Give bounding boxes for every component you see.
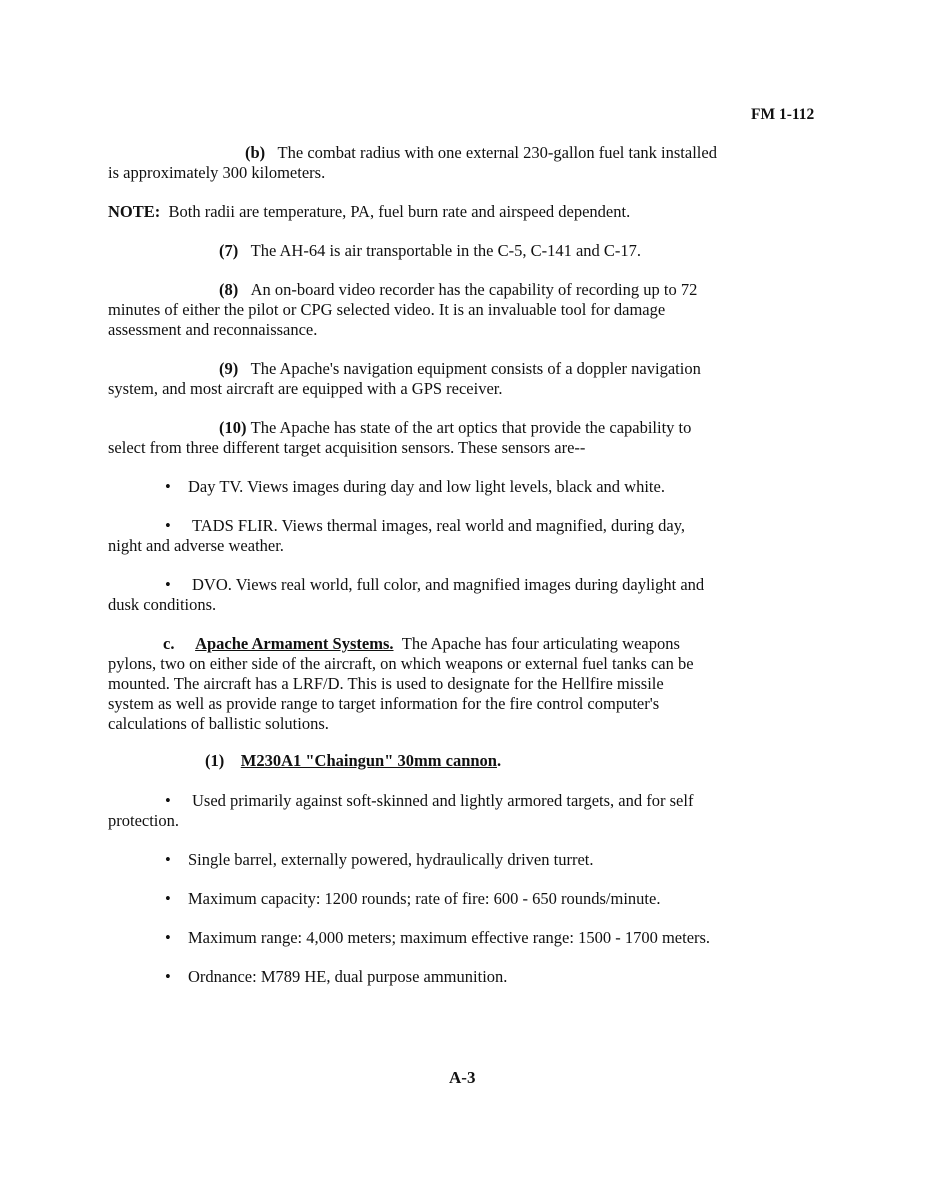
item-10-text: The Apache has state of the art optics that provide the capability to bbox=[250, 418, 692, 437]
document-id: FM 1-112 bbox=[751, 106, 815, 123]
bullet-icon: • bbox=[165, 791, 171, 810]
para-b-label: (b) bbox=[245, 143, 266, 162]
bullet-icon: • bbox=[165, 967, 171, 986]
bullet-icon: • bbox=[165, 575, 171, 594]
cannon-label: (1) bbox=[205, 751, 225, 770]
item-9-line-1 bbox=[219, 359, 701, 379]
item-10-line-2: select from three different target acquisition sensors. These sensors are-- bbox=[108, 438, 586, 457]
item-9-label: (9) bbox=[219, 359, 239, 378]
item-7-label: (7) bbox=[219, 241, 239, 260]
bullet-icon: • bbox=[165, 850, 171, 869]
item-7 bbox=[219, 241, 641, 261]
section-c-line-5: calculations of ballistic solutions. bbox=[108, 714, 329, 733]
cannon-bullet-4-text: Maximum range: 4,000 meters; maximum effective range: 1500 - 1700 meters. bbox=[188, 928, 711, 947]
section-c-title: Apache Armament Systems. bbox=[195, 634, 394, 653]
cannon-bullet-4 bbox=[165, 928, 710, 948]
item-8-text: An on-board video recorder has the capability of recording up to 72 bbox=[250, 280, 698, 299]
section-c-line-3: mounted. The aircraft has a LRF/D. This is used to designate for the Hellfire missile bbox=[108, 674, 664, 693]
cannon-title-period: . bbox=[496, 751, 502, 770]
bullet-icon: • bbox=[165, 928, 171, 947]
cannon-bullet-3 bbox=[165, 889, 660, 909]
item-9-line-2: system, and most aircraft are equipped with a GPS receiver. bbox=[108, 379, 503, 398]
item-7-text: The AH-64 is air transportable in the C-5, C-141 and C-17. bbox=[250, 241, 642, 260]
item-10-label: (10) bbox=[219, 418, 247, 437]
sensor-day-tv bbox=[165, 477, 665, 497]
sensor-day-tv-text: Day TV. Views images during day and low light levels, black and white. bbox=[188, 477, 665, 496]
cannon-bullet-1-line-2: protection. bbox=[108, 811, 180, 830]
item-10-line-1 bbox=[219, 418, 691, 438]
item-8-label: (8) bbox=[219, 280, 239, 299]
item-8-line-2: minutes of either the pilot or CPG selected video. It is an invaluable tool for damage bbox=[108, 300, 666, 319]
section-c-text: The Apache has four articulating weapons bbox=[401, 634, 680, 653]
cannon-bullet-1-text: Used primarily against soft-skinned and lightly armored targets, and for self bbox=[192, 791, 694, 810]
cannon-title: M230A1 "Chaingun" 30mm cannon bbox=[240, 751, 497, 770]
cannon-heading bbox=[205, 751, 501, 771]
section-c-label: c. bbox=[163, 634, 175, 653]
para-b-line-2: is approximately 300 kilometers. bbox=[108, 163, 326, 182]
section-c-line-1 bbox=[163, 634, 680, 654]
sensor-tads-flir-line-2: night and adverse weather. bbox=[108, 536, 284, 555]
note bbox=[108, 202, 630, 222]
sensor-tads-flir-text: TADS FLIR. Views thermal images, real world and magnified, during day, bbox=[192, 516, 686, 535]
bullet-icon: • bbox=[165, 516, 171, 535]
sensor-tads-flir-line-1 bbox=[165, 516, 685, 536]
section-c-line-2: pylons, two on either side of the aircraft, on which weapons or external fuel tanks can be bbox=[108, 654, 694, 673]
cannon-bullet-5 bbox=[165, 967, 507, 987]
sensor-dvo-line-1 bbox=[165, 575, 704, 595]
note-label: NOTE: bbox=[108, 202, 161, 221]
bullet-icon: • bbox=[165, 477, 171, 496]
section-c-line-4: system as well as provide range to target information for the fire control computer's bbox=[108, 694, 660, 713]
cannon-bullet-2-text: Single barrel, externally powered, hydraulically driven turret. bbox=[188, 850, 594, 869]
item-8-line-1 bbox=[219, 280, 697, 300]
sensor-dvo-line-2: dusk conditions. bbox=[108, 595, 217, 614]
item-9-text: The Apache's navigation equipment consists of a doppler navigation bbox=[250, 359, 701, 378]
cannon-bullet-2 bbox=[165, 850, 593, 870]
note-text: Both radii are temperature, PA, fuel burn rate and airspeed dependent. bbox=[168, 202, 631, 221]
bullet-icon: • bbox=[165, 889, 171, 908]
cannon-bullet-3-text: Maximum capacity: 1200 rounds; rate of fire: 600 - 650 rounds/minute. bbox=[188, 889, 661, 908]
para-b-line-1 bbox=[245, 143, 717, 163]
sensor-dvo-text: DVO. Views real world, full color, and magnified images during daylight and bbox=[192, 575, 705, 594]
para-b-text: The combat radius with one external 230-gallon fuel tank installed bbox=[277, 143, 717, 162]
item-8-line-3: assessment and reconnaissance. bbox=[108, 320, 318, 339]
page-number: A-3 bbox=[449, 1068, 476, 1087]
cannon-bullet-5-text: Ordnance: M789 HE, dual purpose ammunition. bbox=[188, 967, 508, 986]
cannon-bullet-1-line-1 bbox=[165, 791, 693, 811]
